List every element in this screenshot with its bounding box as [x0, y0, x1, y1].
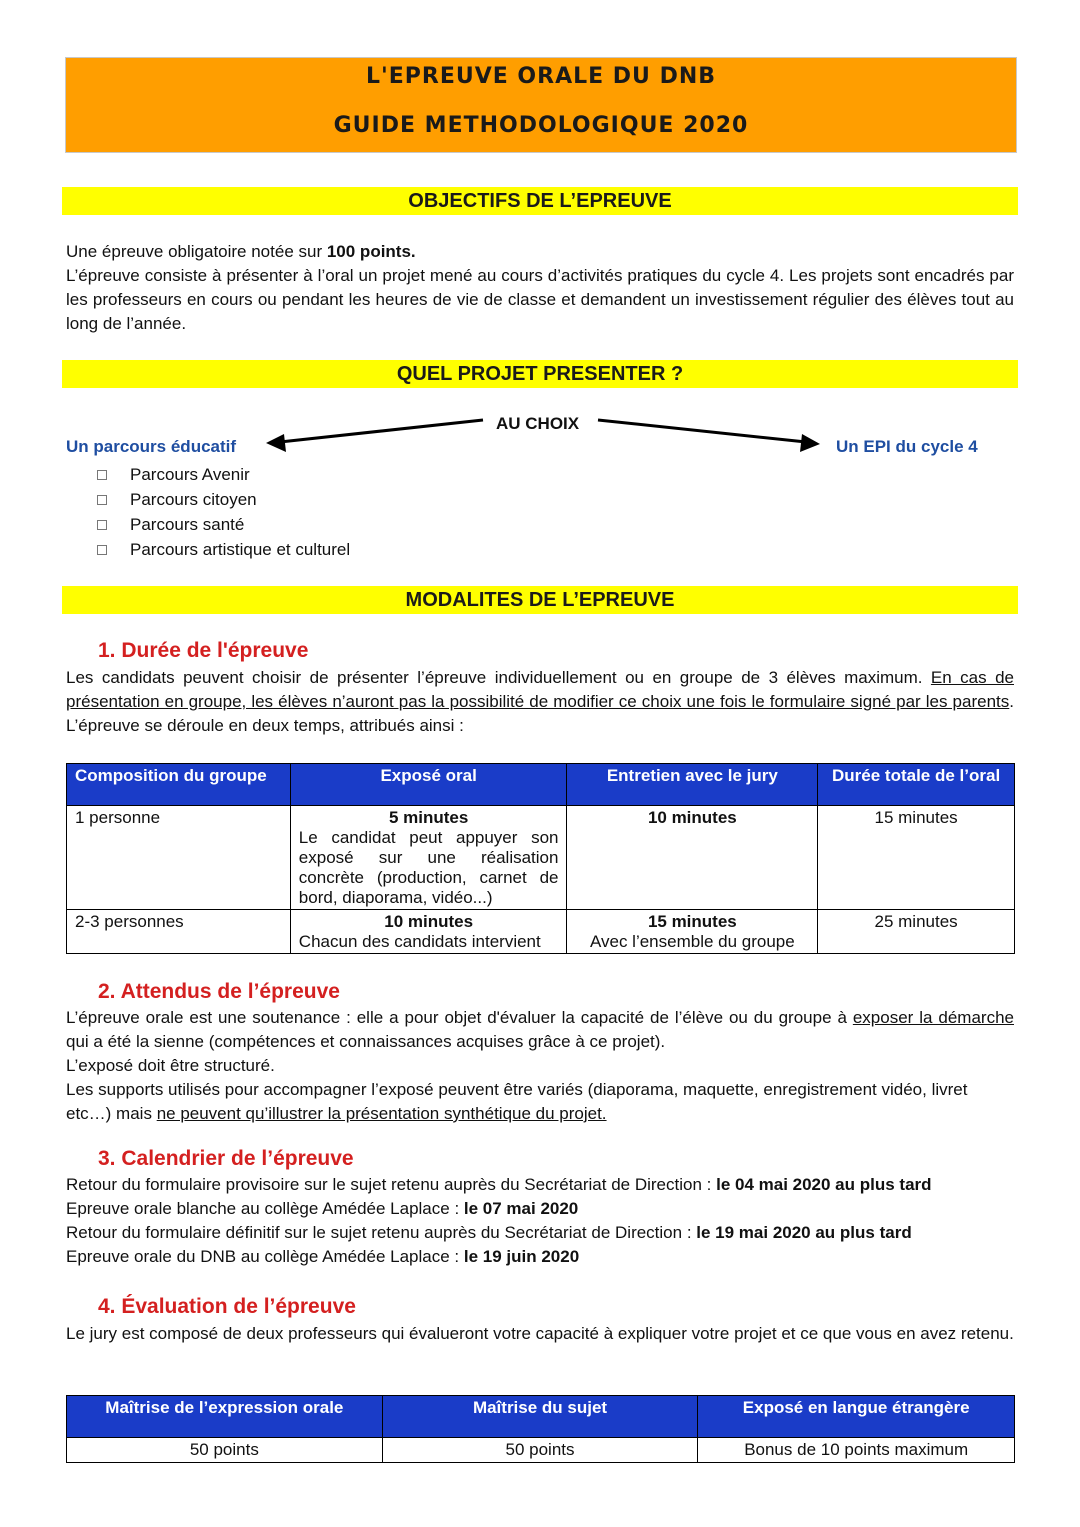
au-choix-label: AU CHOIX: [496, 414, 580, 433]
expose-duration: 10 minutes: [384, 912, 474, 931]
table-header: Exposé en langue étrangère: [698, 1396, 1015, 1438]
calendar-item: [66, 1197, 1014, 1221]
table-cell: 2-3 personnes: [67, 910, 291, 954]
checkbox-icon: [97, 495, 107, 505]
list-item: [97, 512, 350, 537]
table-row: [67, 910, 1015, 954]
calendar-list: [66, 1173, 1014, 1269]
parcours-label: Parcours artistique et culturel: [130, 540, 351, 559]
table-cell: 15 minutes: [818, 806, 1015, 910]
evaluation-table: [66, 1395, 1015, 1463]
calendar-item: [66, 1173, 1014, 1197]
epi-cycle4-label: Un EPI du cycle 4: [836, 437, 978, 456]
table-header: Maîtrise du sujet: [382, 1396, 698, 1438]
table-row: [67, 1438, 1015, 1463]
table-header-row: [67, 1396, 1015, 1438]
objectifs-heading: OBJECTIFS DE L’EPREUVE: [62, 187, 1018, 215]
calendar-text: Retour du formulaire provisoire sur le sujet retenu auprès du Secrétariat de Direction :: [66, 1175, 717, 1194]
calendar-date: le 19 mai 2020 au plus tard: [696, 1223, 912, 1242]
expose-description: Chacun des candidats intervient: [298, 932, 541, 951]
list-item: [97, 487, 350, 512]
modalites-heading: MODALITES DE L’EPREUVE: [62, 586, 1018, 614]
title-line-1: L'EPREUVE ORALE DU DNB: [365, 64, 717, 89]
s1-text-b: . L’épreuve se déroule en deux temps, attribués ainsi :: [66, 692, 1014, 735]
expose-description: Le candidat peut appuyer son exposé sur une réalisation concrète (production, carnet de bord, diaporama, vidéo...): [298, 828, 559, 907]
section-2-title: 2. Attendus de l’épreuve: [98, 980, 340, 1003]
calendar-date: le 07 mai 2020: [463, 1199, 579, 1218]
intro-text: Une épreuve obligatoire notée sur: [66, 242, 327, 261]
s2-line-2: L’exposé doit être structuré.: [66, 1056, 275, 1075]
table-cell: 25 minutes: [818, 910, 1015, 954]
s2-line-3: Les supports utilisés pour accompagner l’exposé peuvent être variés (diaporama, maquette, enregistrement vidéo, livret etc…) mais: [66, 1080, 968, 1123]
table-cell: 10 minutes: [567, 806, 818, 910]
section-1-title: 1. Durée de l'épreuve: [98, 639, 309, 662]
table-header: Composition du groupe: [67, 764, 291, 806]
parcours-educatif-label: Un parcours éducatif: [66, 437, 237, 456]
calendar-text: Retour du formulaire définitif sur le sujet retenu auprès du Secrétariat de Direction :: [66, 1223, 697, 1242]
table-cell: [290, 910, 567, 954]
calendar-date: le 04 mai 2020 au plus tard: [716, 1175, 932, 1194]
table-cell: 50 points: [382, 1438, 698, 1463]
s2-text-a: L’épreuve orale est une soutenance : elle a pour objet d'évaluer la capacité de l’élève ou du groupe à: [66, 1008, 853, 1027]
parcours-label: Parcours santé: [130, 515, 245, 534]
list-item: [97, 462, 350, 487]
parcours-label: Parcours Avenir: [130, 465, 250, 484]
s1-text-underlined: En cas de présentation en groupe, les élèves n’auront pas la possibilité de modifier ce choix une fois le formulaire signé par les parents: [66, 668, 1014, 711]
section-4-text: Le jury est composé de deux professeurs qui évalueront votre capacité à expliquer votre projet et ce que vous en avez retenu.: [66, 1324, 1014, 1343]
table-header: Durée totale de l’oral: [818, 764, 1015, 806]
table-header: Entretien avec le jury: [567, 764, 818, 806]
table-header-row: [67, 764, 1015, 806]
s1-text-a: Les candidats peuvent choisir de présenter l’épreuve individuellement ou en groupe de 3 élèves maximum.: [66, 668, 931, 687]
calendar-item: [66, 1221, 1014, 1245]
parcours-list: [97, 462, 350, 562]
s2-line-3-underlined: ne peuvent qu’illustrer la présentation synthétique du projet.: [156, 1104, 607, 1123]
parcours-label: Parcours citoyen: [130, 490, 257, 509]
s2-text-underlined: exposer la démarche: [852, 1008, 1014, 1027]
expose-duration: 5 minutes: [388, 808, 469, 827]
section-3-title: 3. Calendrier de l’épreuve: [98, 1147, 354, 1170]
table-row: [67, 806, 1015, 910]
calendar-date: le 19 juin 2020: [463, 1247, 580, 1266]
table-cell: [567, 910, 818, 954]
calendar-text: Epreuve orale du DNB au collège Amédée Laplace :: [66, 1247, 464, 1266]
choice-arrows: [0, 0, 1080, 470]
table-cell: [290, 806, 567, 910]
projet-heading: QUEL PROJET PRESENTER ?: [62, 360, 1018, 388]
calendar-text: Epreuve orale blanche au collège Amédée Laplace :: [66, 1199, 464, 1218]
table-header: Exposé oral: [290, 764, 567, 806]
calendar-item: [66, 1245, 1014, 1269]
section-2-text: [66, 1006, 1014, 1126]
title-line-2: GUIDE METHODOLOGIQUE 2020: [333, 113, 749, 138]
table-cell: 1 personne: [67, 806, 291, 910]
duree-table: [66, 763, 1015, 954]
checkbox-icon: [97, 520, 107, 530]
s2-text-b: qui a été la sienne (compétences et connaissances acquises grâce à ce projet).: [66, 1032, 666, 1051]
checkbox-icon: [97, 545, 107, 555]
checkbox-icon: [97, 470, 107, 480]
entretien-description: Avec l’ensemble du groupe: [589, 932, 795, 951]
table-cell: Bonus de 10 points maximum: [698, 1438, 1015, 1463]
table-cell: 50 points: [67, 1438, 383, 1463]
table-header: Maîtrise de l’expression orale: [67, 1396, 383, 1438]
list-item: [97, 537, 350, 562]
section-1-text: [66, 666, 1014, 738]
entretien-duration: 15 minutes: [647, 912, 737, 931]
intro-points: 100 points.: [326, 242, 416, 261]
objectifs-paragraph: L’épreuve consiste à présenter à l’oral un projet mené au cours d’activités pratiques du cycle 4. Les projets sont encadrés par les professeurs en cours ou pendant les heures de vie de classe et demandent un investissement régulier des élèves tout au long de l’année.: [66, 266, 1014, 333]
section-4-title: 4. Évaluation de l’épreuve: [98, 1295, 356, 1318]
